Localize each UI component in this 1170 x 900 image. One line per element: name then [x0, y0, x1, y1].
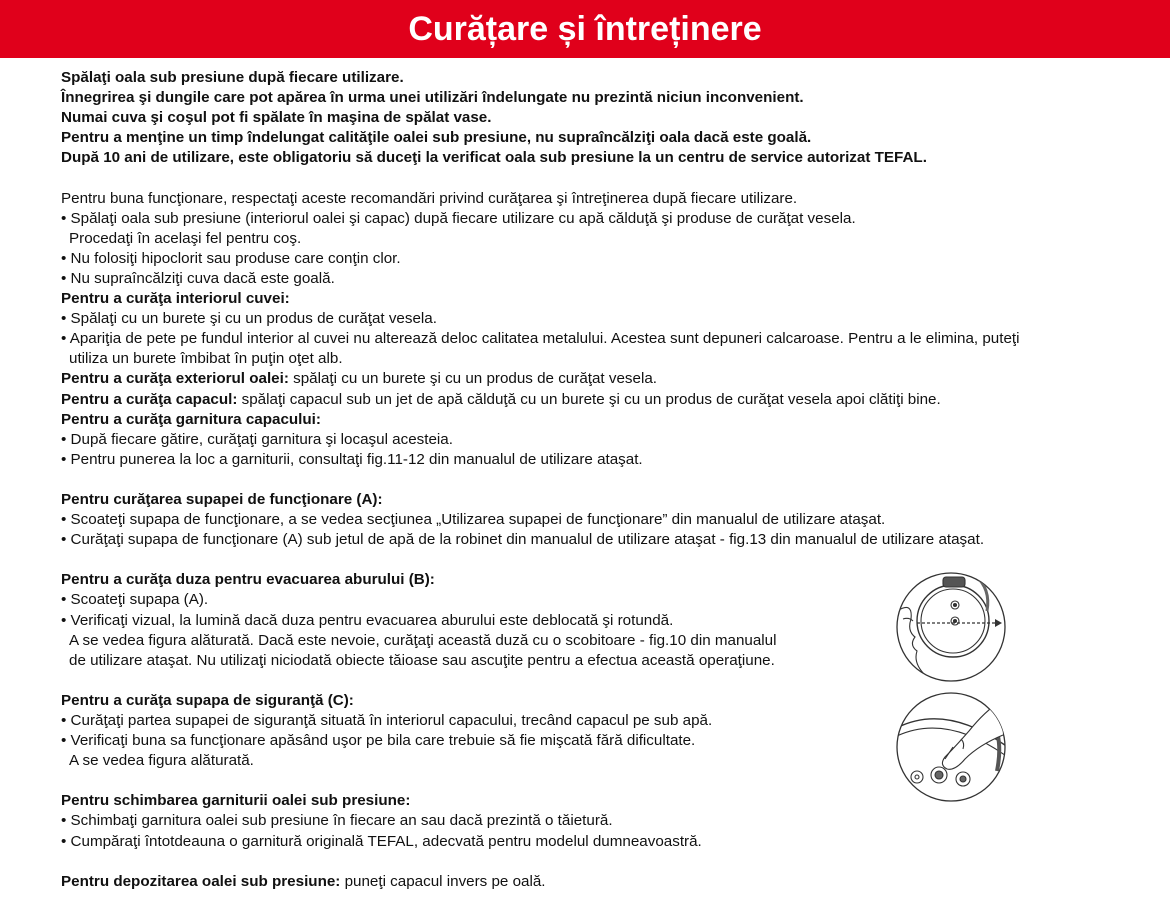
section-heading: Pentru a curăţa duza pentru evacuarea aburului (B):: [61, 571, 435, 589]
bullet: • Verificaţi vizual, la lumină dacă duza pentru evacuarea aburului este deblocată şi rotundă.: [61, 611, 674, 629]
page-title-banner: [0, 0, 1170, 58]
section-heading: Pentru a curăţa capacul:: [61, 390, 238, 408]
eye-inspection-figure: [895, 571, 1007, 683]
intro-line: Numai cuva şi coşul pot fi spălate în maşina de spălat vase.: [61, 109, 492, 127]
bullet-continuation: A se vedea figura alăturată.: [69, 752, 254, 770]
bullet: • Curăţaţi supapa de funcţionare (A) sub jetul de apă de la robinet din manualul de utilizare ataşat - fig.13 din manualul de utilizare ataşat.: [61, 531, 985, 549]
bullet: • Spălaţi oala sub presiune (interiorul oalei şi capac) după fiecare utilizare cu apă călduţă şi produse de curăţat vesela.: [61, 209, 856, 227]
intro-line: Pentru a menţine un timp îndelungat calităţile oalei sub presiune, nu supraîncălziţi oala dacă este goală.: [61, 129, 812, 147]
bullet: • Verificaţi buna sa funcţionare apăsând uşor pe bila care trebuie să fie mişcată fără dificultate.: [61, 732, 696, 750]
section-text: spălaţi capacul sub un jet de apă călduţă cu un burete şi cu un produs de curăţat vesela apoi clătiţi bine.: [237, 390, 941, 408]
section-heading: Pentru a curăţa supapa de siguranţă (C):: [61, 691, 354, 709]
bullet: • Nu folosiţi hipoclorit sau produse care conţin clor.: [61, 249, 401, 267]
section-heading: Pentru schimbarea garniturii oalei sub presiune:: [61, 792, 411, 810]
bullet: • Apariţia de pete pe fundul interior al cuvei nu alterează deloc calitatea metalului. Acestea sunt depuneri calcaroase. Pentru a le elimina, puteţi: [61, 330, 1020, 348]
page-title: Curățare și întreținere: [408, 10, 762, 48]
bullet: • Pentru punerea la loc a garniturii, consultaţi fig.11-12 din manualul de utilizare ataşat.: [61, 450, 643, 468]
general-lead: Pentru buna funcţionare, respectaţi aceste recomandări privind curăţarea şi întreţinerea după fiecare utilizare.: [61, 189, 798, 207]
bullet: • Schimbaţi garnitura oalei sub presiune în fiecare an sau dacă prezintă o tăietură.: [61, 812, 613, 830]
bullet-continuation: A se vedea figura alăturată. Dacă este nevoie, curăţaţi această duză cu o scobitoare - fig.10 din manualul: [69, 631, 777, 649]
section-heading: Pentru a curăţa exteriorul oalei:: [61, 370, 289, 388]
section-text: spălaţi cu un burete şi cu un produs de curăţat vesela.: [288, 370, 657, 388]
intro-line: După 10 ani de utilizare, este obligatoriu să duceţi la verificat oala sub presiune la un centru de service autorizat TEFAL.: [61, 149, 927, 167]
storage-line: [61, 872, 1151, 892]
section-heading: Pentru depozitarea oalei sub presiune:: [61, 872, 341, 890]
bullet: • Cumpăraţi întotdeauna o garnitură originală TEFAL, adecvată pentru modelul dumneavoastră.: [61, 832, 702, 850]
bullet: • După fiecare gătire, curăţaţi garnitura şi locaşul acesteia.: [61, 430, 453, 448]
bullet: • Scoateţi supapa de funcţionare, a se vedea secţiunea „Utilizarea supapei de funcţionare” din manualul de utilizare ataşat.: [61, 511, 886, 529]
lid-line: [61, 390, 1151, 410]
finger-press-valve-figure: [895, 691, 1007, 803]
bullet-continuation: de utilizare ataşat. Nu utilizaţi niciodată obiecte tăioase sau ascuţite pentru a efectua această operaţiune.: [69, 651, 775, 669]
section-heading: Pentru a curăţa interiorul cuvei:: [61, 290, 290, 308]
bullet: • Curăţaţi partea supapei de siguranţă situată în interiorul capacului, trecând capacul pe sub apă.: [61, 712, 713, 729]
bullet: • Scoateţi supapa (A).: [61, 591, 209, 609]
bullet: • Spălaţi cu un burete şi cu un produs de curăţat vesela.: [61, 310, 437, 328]
section-heading: Pentru curăţarea supapei de funcţionare (A):: [61, 490, 383, 508]
exterior-line: [61, 369, 1151, 389]
bullet: • Nu supraîncălziţi cuva dacă este goală.: [61, 269, 335, 287]
intro-line: Spălaţi oala sub presiune după fiecare utilizare.: [61, 69, 404, 86]
bullet-continuation: utiliza un burete îmbibat în puţin oţet alb.: [69, 350, 343, 368]
section-heading: Pentru a curăţa garnitura capacului:: [61, 410, 321, 428]
section-text: puneţi capacul invers pe oală.: [340, 872, 546, 890]
intro-line: Înnegrirea şi dungile care pot apărea în urma unei utilizări îndelungate nu prezintă niciun inconvenient.: [61, 89, 804, 107]
bullet-continuation: Procedaţi în acelaşi fel pentru coş.: [69, 229, 302, 247]
